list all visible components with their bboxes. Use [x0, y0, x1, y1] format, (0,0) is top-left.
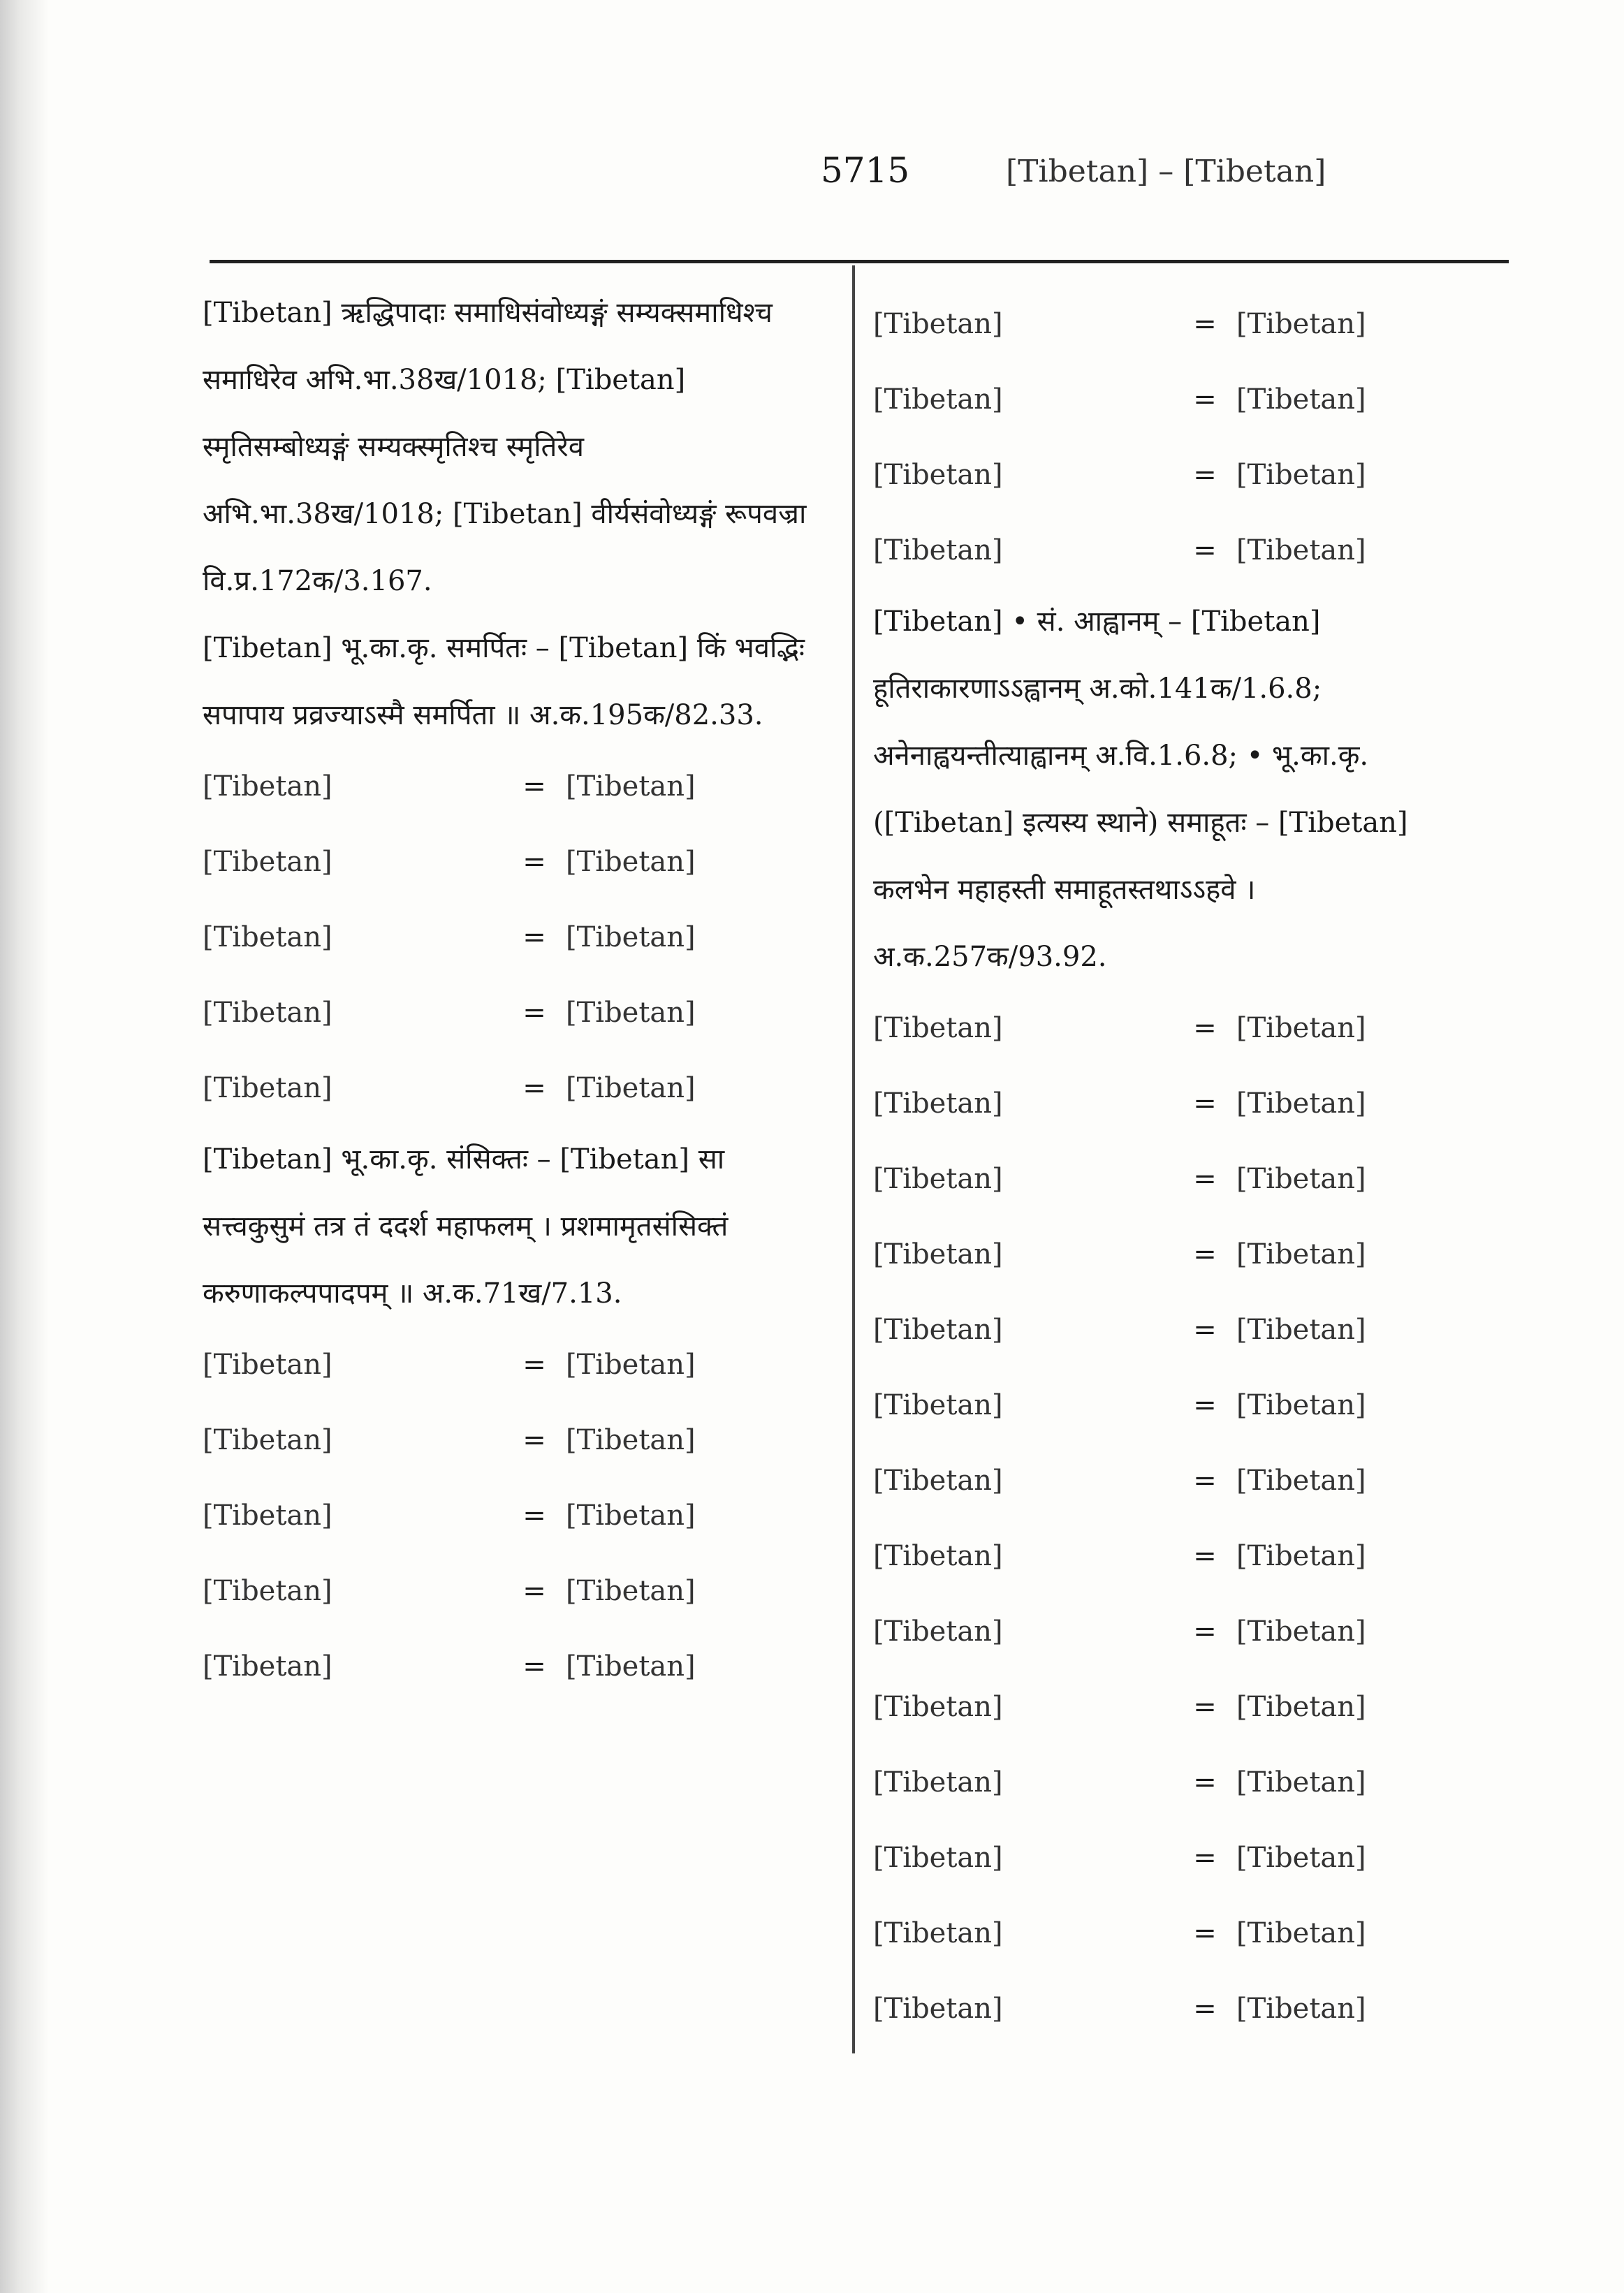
headword: [Tibetan] — [203, 1575, 332, 1607]
list-item — [873, 286, 1488, 362]
headword: [Tibetan] — [873, 1616, 1003, 1648]
list-item — [873, 1820, 1488, 1896]
equals-sign: = — [1193, 1087, 1217, 1120]
target-form: [Tibetan] — [566, 1424, 696, 1456]
headword: [Tibetan] — [873, 534, 1003, 566]
target-form: [Tibetan] — [566, 770, 696, 803]
headword: [Tibetan] — [873, 1238, 1003, 1270]
list-item — [203, 900, 831, 975]
list-item — [873, 513, 1488, 588]
entry-list — [203, 749, 831, 1126]
headword: [Tibetan] — [873, 1012, 1003, 1044]
list-item — [203, 1050, 831, 1126]
headword: [Tibetan] — [203, 1650, 332, 1683]
headword: [Tibetan] — [873, 1766, 1003, 1798]
list-item — [873, 1896, 1488, 1971]
equals-sign: = — [522, 1072, 546, 1104]
column-divider — [852, 265, 855, 2053]
equals-sign: = — [1193, 308, 1217, 340]
target-form: [Tibetan] — [1236, 1163, 1366, 1195]
headword: [Tibetan] — [203, 1349, 332, 1381]
entry-list — [873, 286, 1488, 588]
target-form: [Tibetan] — [1236, 1087, 1366, 1120]
list-item — [873, 1066, 1488, 1141]
target-form: [Tibetan] — [1236, 1766, 1366, 1798]
equals-sign: = — [522, 1424, 546, 1456]
target-form: [Tibetan] — [1236, 1465, 1366, 1497]
equals-sign: = — [1193, 1238, 1217, 1270]
headword: [Tibetan] — [873, 1163, 1003, 1195]
equals-sign: = — [1193, 1540, 1217, 1572]
equals-sign: = — [522, 770, 546, 803]
headword: [Tibetan] — [873, 308, 1003, 340]
entry-paragraph: [Tibetan] • सं. आह्वानम् – [Tibetan] हूतिराकारणाऽऽह्वानम् अ.को.141क/1.6.8; अनेनाह्वयन्तीत्याह्वानम् अ.वि.1.6.8; • भू.का.कृ. ([Tibetan] इत्यस्य स्थाने) समाहूतः – [Tibetan] कलभेन महाहस्ती समाहूतस्तथाऽऽहवे । अ.क.257क/93.92. — [873, 606, 1408, 973]
entry-paragraph: [Tibetan] ऋद्धिपादाः समाधिसंवोध्यङ्गं सम्यक्समाधिश्च समाधिरेव अभि.भा.38ख/1018; [Tibetan] स्मृतिसम्बोध्यङ्गं सम्यक्स्मृतिश्च स्मृतिरेव अभि.भा.38ख/1018; [Tibetan] वीर्यसंवोध्यङ्गं रूपवज्रा वि.प्र.172क/3.167. — [203, 297, 807, 597]
list-item — [203, 1553, 831, 1629]
equals-sign: = — [1193, 1691, 1217, 1723]
scan-edge-shadow — [0, 0, 49, 2293]
target-form: [Tibetan] — [566, 921, 696, 953]
equals-sign: = — [522, 1575, 546, 1607]
headword: [Tibetan] — [203, 770, 332, 803]
headword: [Tibetan] — [873, 1540, 1003, 1572]
equals-sign: = — [1193, 1993, 1217, 2025]
equals-sign: = — [522, 1650, 546, 1683]
headword: [Tibetan] — [873, 1993, 1003, 2025]
list-item — [873, 1368, 1488, 1443]
target-form: [Tibetan] — [1236, 1616, 1366, 1648]
target-form: [Tibetan] — [566, 1349, 696, 1381]
target-form: [Tibetan] — [1236, 1012, 1366, 1044]
headword: [Tibetan] — [203, 997, 332, 1029]
equals-sign: = — [1193, 1842, 1217, 1874]
equals-sign: = — [1193, 534, 1217, 566]
target-form: [Tibetan] — [1236, 1238, 1366, 1270]
headword: [Tibetan] — [873, 383, 1003, 416]
list-item — [203, 824, 831, 900]
target-form: [Tibetan] — [1236, 1917, 1366, 1949]
equals-sign: = — [1193, 1314, 1217, 1346]
equals-sign: = — [522, 921, 546, 953]
headword: [Tibetan] — [873, 1842, 1003, 1874]
target-form: [Tibetan] — [1236, 459, 1366, 491]
equals-sign: = — [1193, 1917, 1217, 1949]
list-item — [873, 1518, 1488, 1594]
headword: [Tibetan] — [203, 1500, 332, 1532]
headword: [Tibetan] — [873, 1465, 1003, 1497]
list-item — [203, 1327, 831, 1402]
entry-paragraph: [Tibetan] भू.का.कृ. समर्पितः – [Tibetan] किं भवद्भिः सपापाय प्रव्रज्याऽस्मै समर्पिता ॥ अ.क.195क/82.33. — [203, 632, 805, 731]
target-form: [Tibetan] — [566, 997, 696, 1029]
target-form: [Tibetan] — [566, 1072, 696, 1104]
equals-sign: = — [1193, 459, 1217, 491]
headword: [Tibetan] — [873, 1314, 1003, 1346]
target-form: [Tibetan] — [566, 1650, 696, 1683]
list-item — [203, 1478, 831, 1553]
headword: [Tibetan] — [203, 846, 332, 878]
list-item — [873, 1292, 1488, 1368]
headword: [Tibetan] — [873, 459, 1003, 491]
list-item — [873, 1141, 1488, 1217]
list-item — [873, 1217, 1488, 1292]
list-item — [873, 1669, 1488, 1745]
list-item — [873, 990, 1488, 1066]
list-item — [203, 1629, 831, 1704]
target-form: [Tibetan] — [566, 846, 696, 878]
target-form: [Tibetan] — [1236, 1540, 1366, 1572]
headword: [Tibetan] — [203, 1072, 332, 1104]
equals-sign: = — [1193, 1012, 1217, 1044]
headword: [Tibetan] — [873, 1917, 1003, 1949]
equals-sign: = — [522, 1500, 546, 1532]
target-form: [Tibetan] — [566, 1575, 696, 1607]
target-form: [Tibetan] — [1236, 308, 1366, 340]
equals-sign: = — [1193, 1616, 1217, 1648]
equals-sign: = — [522, 846, 546, 878]
running-head: [Tibetan] – [Tibetan] — [1006, 154, 1326, 189]
equals-sign: = — [1193, 383, 1217, 416]
headword: [Tibetan] — [873, 1691, 1003, 1723]
right-column — [873, 286, 1488, 2046]
left-column — [203, 279, 831, 1704]
equals-sign: = — [1193, 1766, 1217, 1798]
equals-sign: = — [522, 1349, 546, 1381]
target-form: [Tibetan] — [1236, 1314, 1366, 1346]
target-form: [Tibetan] — [1236, 1842, 1366, 1874]
list-item — [203, 749, 831, 824]
page-number: 5715 — [821, 150, 910, 191]
headword: [Tibetan] — [873, 1087, 1003, 1120]
headword: [Tibetan] — [873, 1389, 1003, 1421]
entry-list — [873, 990, 1488, 2046]
target-form: [Tibetan] — [1236, 1691, 1366, 1723]
target-form: [Tibetan] — [1236, 383, 1366, 416]
target-form: [Tibetan] — [1236, 1993, 1366, 2025]
list-item — [873, 437, 1488, 513]
equals-sign: = — [522, 997, 546, 1029]
headword: [Tibetan] — [203, 921, 332, 953]
headword: [Tibetan] — [203, 1424, 332, 1456]
list-item — [873, 1443, 1488, 1518]
list-item — [873, 1594, 1488, 1669]
target-form: [Tibetan] — [1236, 534, 1366, 566]
equals-sign: = — [1193, 1163, 1217, 1195]
equals-sign: = — [1193, 1465, 1217, 1497]
header-rule — [210, 260, 1509, 263]
list-item — [873, 1971, 1488, 2046]
entry-paragraph: [Tibetan] भू.का.कृ. संसिक्तः – [Tibetan] सा सत्त्वकुसुमं तत्र तं ददर्श महाफलम् । प्रशमामृतसंसिक्तं करुणाकल्पपादपम् ॥ अ.क.71ख/7.13. — [203, 1143, 729, 1310]
target-form: [Tibetan] — [1236, 1389, 1366, 1421]
target-form: [Tibetan] — [566, 1500, 696, 1532]
equals-sign: = — [1193, 1389, 1217, 1421]
list-item — [873, 1745, 1488, 1820]
list-item — [873, 362, 1488, 437]
list-item — [203, 975, 831, 1050]
list-item — [203, 1402, 831, 1478]
entry-list — [203, 1327, 831, 1704]
